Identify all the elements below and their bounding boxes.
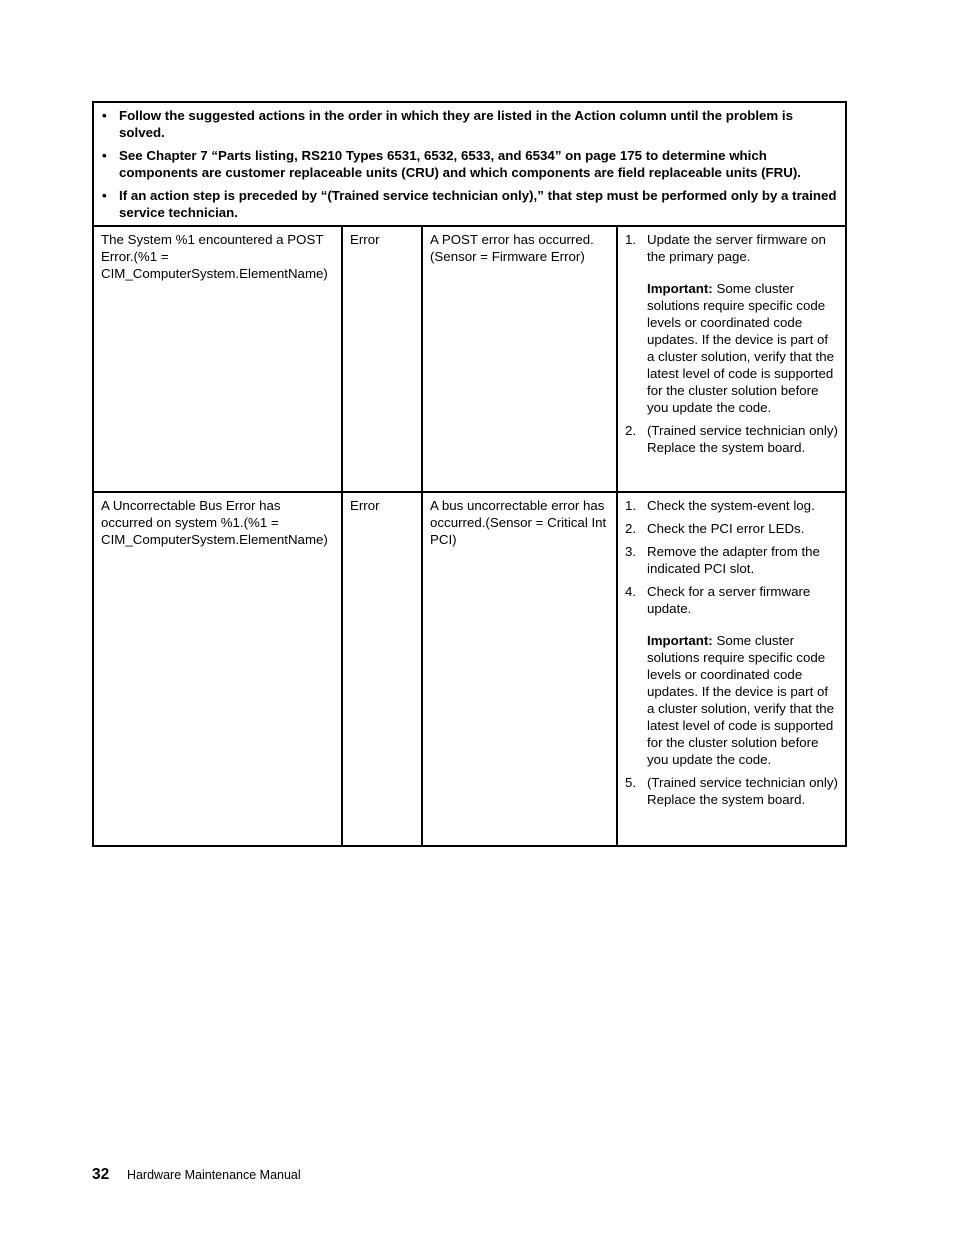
error-message-table bbox=[92, 101, 847, 847]
action-step bbox=[625, 520, 838, 537]
note-item bbox=[102, 187, 837, 221]
important-text: Some cluster solutions require specific code levels or coordinated code updates. If the device is part of a cluster solution, verify that the latest level of code is supported for the cluster solution before you update the code. bbox=[647, 281, 834, 415]
note-item bbox=[102, 147, 837, 181]
step-text: Check the PCI error LEDs. bbox=[647, 521, 805, 536]
message-cell: The System %1 encountered a POST Error.(%1 = CIM_ComputerSystem.ElementName) bbox=[93, 226, 342, 492]
action-steps bbox=[625, 231, 838, 456]
action-step bbox=[625, 543, 838, 577]
page-footer bbox=[92, 1166, 301, 1184]
note-text: If an action step is preceded by “(Trained service technician only),” that step must be performed only by a trained service technician. bbox=[119, 188, 837, 220]
step-number: 5. bbox=[625, 775, 637, 790]
table-notes-row bbox=[93, 102, 846, 226]
step-text: (Trained service technician only) Replace the system board. bbox=[647, 423, 838, 455]
action-step bbox=[625, 422, 838, 456]
table-row bbox=[93, 492, 846, 846]
step-number: 4. bbox=[625, 584, 637, 599]
message-cell: A Uncorrectable Bus Error has occurred on system %1.(%1 = CIM_ComputerSystem.ElementName) bbox=[93, 492, 342, 846]
action-step bbox=[625, 497, 838, 514]
action-steps bbox=[625, 497, 838, 808]
severity-cell: Error bbox=[342, 492, 422, 846]
notes-list bbox=[102, 107, 837, 221]
manual-title: Hardware Maintenance Manual bbox=[126, 1168, 301, 1182]
step-text: Update the server firmware on the primary page. bbox=[647, 232, 826, 264]
step-text: (Trained service technician only) Replace the system board. bbox=[647, 775, 838, 807]
action-step bbox=[625, 583, 838, 768]
severity-cell: Error bbox=[342, 226, 422, 492]
important-label: Important: bbox=[647, 281, 713, 296]
bullet-icon: • bbox=[102, 188, 107, 203]
page-number: 32 bbox=[92, 1166, 110, 1183]
note-item bbox=[102, 107, 837, 141]
bullet-icon: • bbox=[102, 108, 107, 123]
explanation-cell: A POST error has occurred.(Sensor = Firmware Error) bbox=[422, 226, 617, 492]
step-text: Remove the adapter from the indicated PCI slot. bbox=[647, 544, 820, 576]
step-number: 1. bbox=[625, 232, 637, 247]
step-number: 3. bbox=[625, 544, 637, 559]
table-notes-cell bbox=[93, 102, 846, 226]
action-step bbox=[625, 774, 838, 808]
action-step bbox=[625, 231, 838, 416]
important-label: Important: bbox=[647, 633, 713, 648]
step-text: Check the system-event log. bbox=[647, 498, 815, 513]
note-text: See Chapter 7 “Parts listing, RS210 Types 6531, 6532, 6533, and 6534” on page 175 to determine which components are customer replaceable units (CRU) and which components are field replaceable units (FRU). bbox=[119, 148, 801, 180]
action-cell bbox=[617, 492, 846, 846]
important-text: Some cluster solutions require specific code levels or coordinated code updates. If the device is part of a cluster solution, verify that the latest level of code is supported for the cluster solution before you update the code. bbox=[647, 633, 834, 767]
step-number: 2. bbox=[625, 423, 637, 438]
note-text: Follow the suggested actions in the order in which they are listed in the Action column until the problem is solved. bbox=[119, 108, 794, 140]
important-note bbox=[647, 280, 838, 416]
step-number: 1. bbox=[625, 498, 637, 513]
bullet-icon: • bbox=[102, 148, 107, 163]
step-number: 2. bbox=[625, 521, 637, 536]
table-row bbox=[93, 226, 846, 492]
important-note bbox=[647, 632, 838, 768]
action-cell bbox=[617, 226, 846, 492]
step-text: Check for a server firmware update. bbox=[647, 584, 811, 616]
explanation-cell: A bus uncorrectable error has occurred.(Sensor = Critical Int PCI) bbox=[422, 492, 617, 846]
